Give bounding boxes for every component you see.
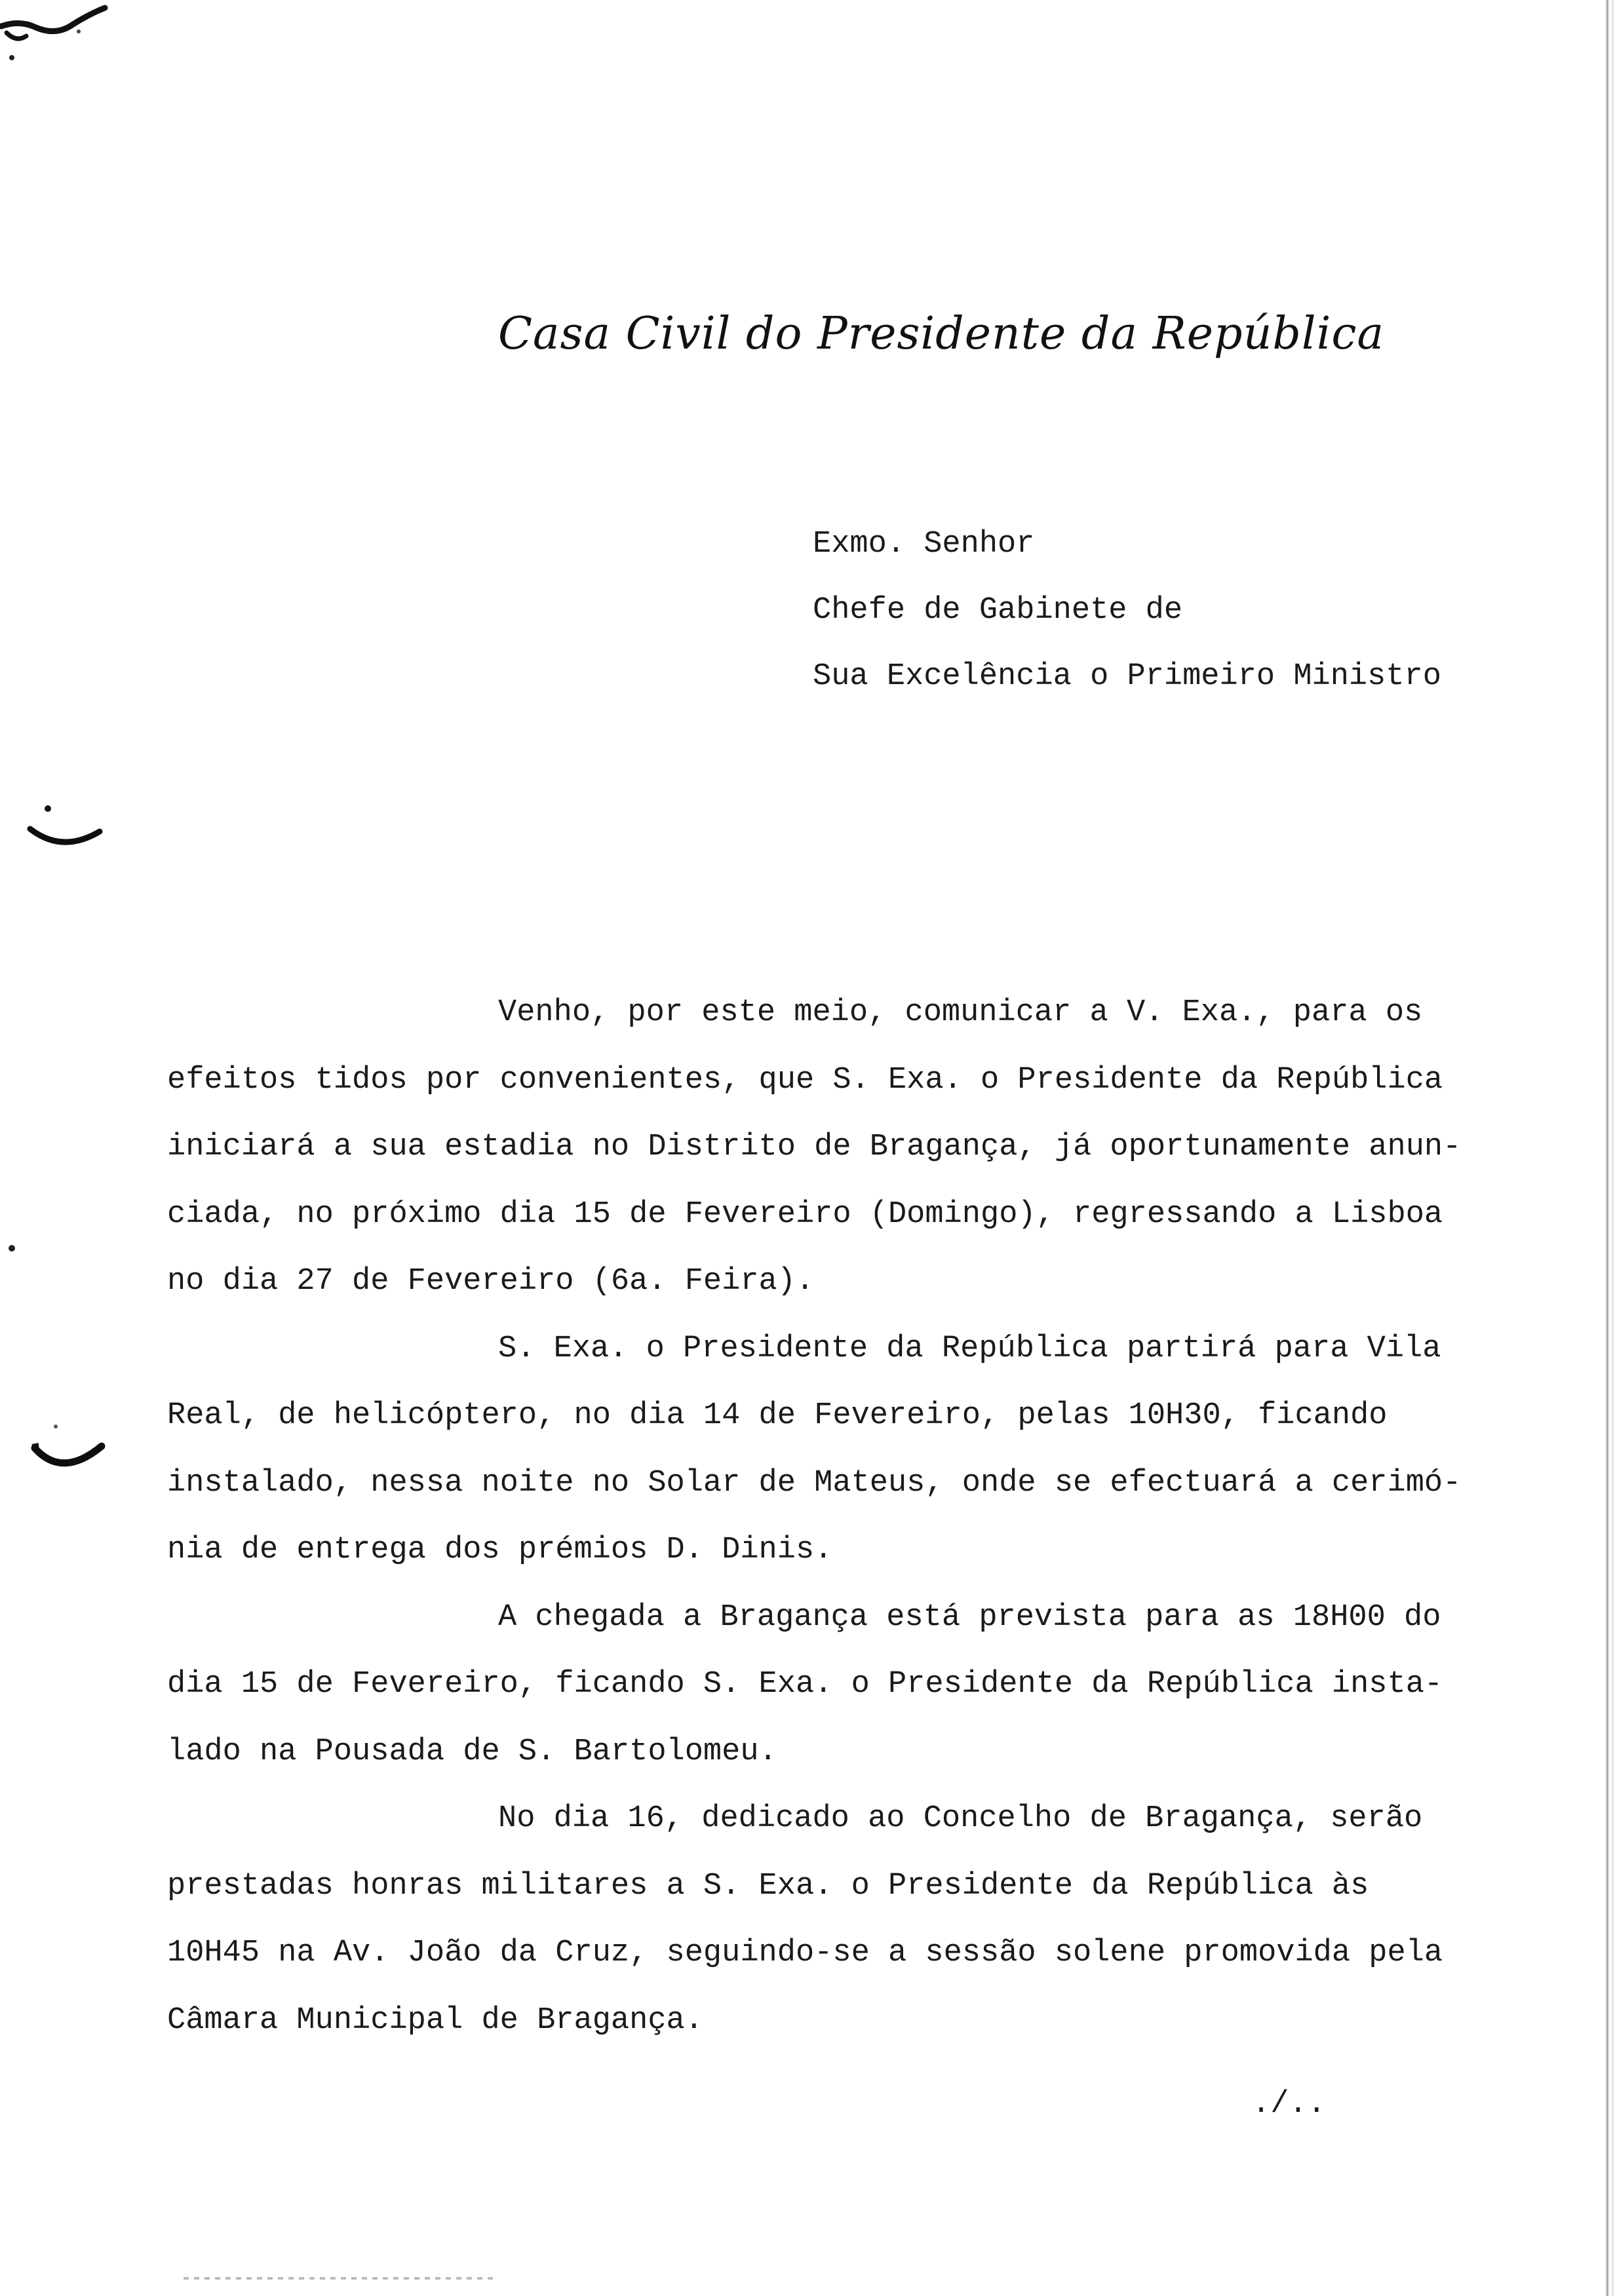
body-line: No dia 16, dedicado ao Concelho de Bragança, serão bbox=[498, 1801, 1423, 1836]
body-line: A chegada a Bragança está prevista para as 18H00 do bbox=[498, 1599, 1441, 1635]
scan-edge-outer bbox=[1612, 0, 1614, 2296]
body-line: efeitos tidos por convenientes, que S. Exa. o Presidente da República bbox=[167, 1062, 1443, 1098]
continuation-mark: ./.. bbox=[1252, 2087, 1326, 2122]
recipient-address bbox=[813, 511, 1441, 710]
recipient-salutation: Exmo. Senhor bbox=[813, 527, 1035, 562]
body-line: 10H45 na Av. João da Cruz, seguindo-se a sessão solene promovida pela bbox=[167, 1936, 1443, 1970]
body-line: no dia 27 de Fevereiro (6a. Feira). bbox=[167, 1264, 815, 1299]
body-line: Venho, por este meio, comunicar a V. Exa., para os bbox=[498, 995, 1423, 1030]
body-line: ciada, no próximo dia 15 de Fevereiro (Domingo), regressando a Lisboa bbox=[167, 1196, 1443, 1232]
scan-edge bbox=[1606, 0, 1608, 2296]
bottom-scan-artifact bbox=[184, 2277, 498, 2280]
body-line: dia 15 de Fevereiro, ficando S. Exa. o Presidente da República insta- bbox=[167, 1667, 1443, 1702]
body-line: lado na Pousada de S. Bartolomeu. bbox=[167, 1734, 777, 1769]
letter-body bbox=[167, 980, 1511, 2054]
punch-hole-mark-icon bbox=[29, 1419, 115, 1478]
recipient-title: Chefe de Gabinete de bbox=[813, 593, 1183, 628]
body-line: instalado, nessa noite no Solar de Mateus, onde se efectuará a cerimó- bbox=[167, 1465, 1462, 1501]
corner-ink-mark-icon bbox=[0, 0, 111, 72]
body-line: prestadas honras militares a S. Exa. o Presidente da República às bbox=[167, 1868, 1369, 1904]
letterhead-title: Casa Civil do Presidente da República bbox=[498, 308, 1385, 360]
speck-mark-icon bbox=[5, 1242, 18, 1255]
body-line: iniciará a sua estadia no Distrito de Bragança, já oportunamente anun- bbox=[167, 1130, 1462, 1164]
body-line: Câmara Municipal de Bragança. bbox=[167, 2002, 703, 2038]
body-line: S. Exa. o Presidente da República partirá para Vila bbox=[498, 1331, 1441, 1366]
body-line: Real, de helicóptero, no dia 14 de Fevereiro, pelas 10H30, ficando bbox=[167, 1398, 1388, 1433]
body-line: nia de entrega dos prémios D. Dinis. bbox=[167, 1533, 833, 1567]
punch-hole-mark-icon bbox=[26, 803, 111, 855]
recipient-name: Sua Excelência o Primeiro Ministro bbox=[813, 659, 1441, 694]
